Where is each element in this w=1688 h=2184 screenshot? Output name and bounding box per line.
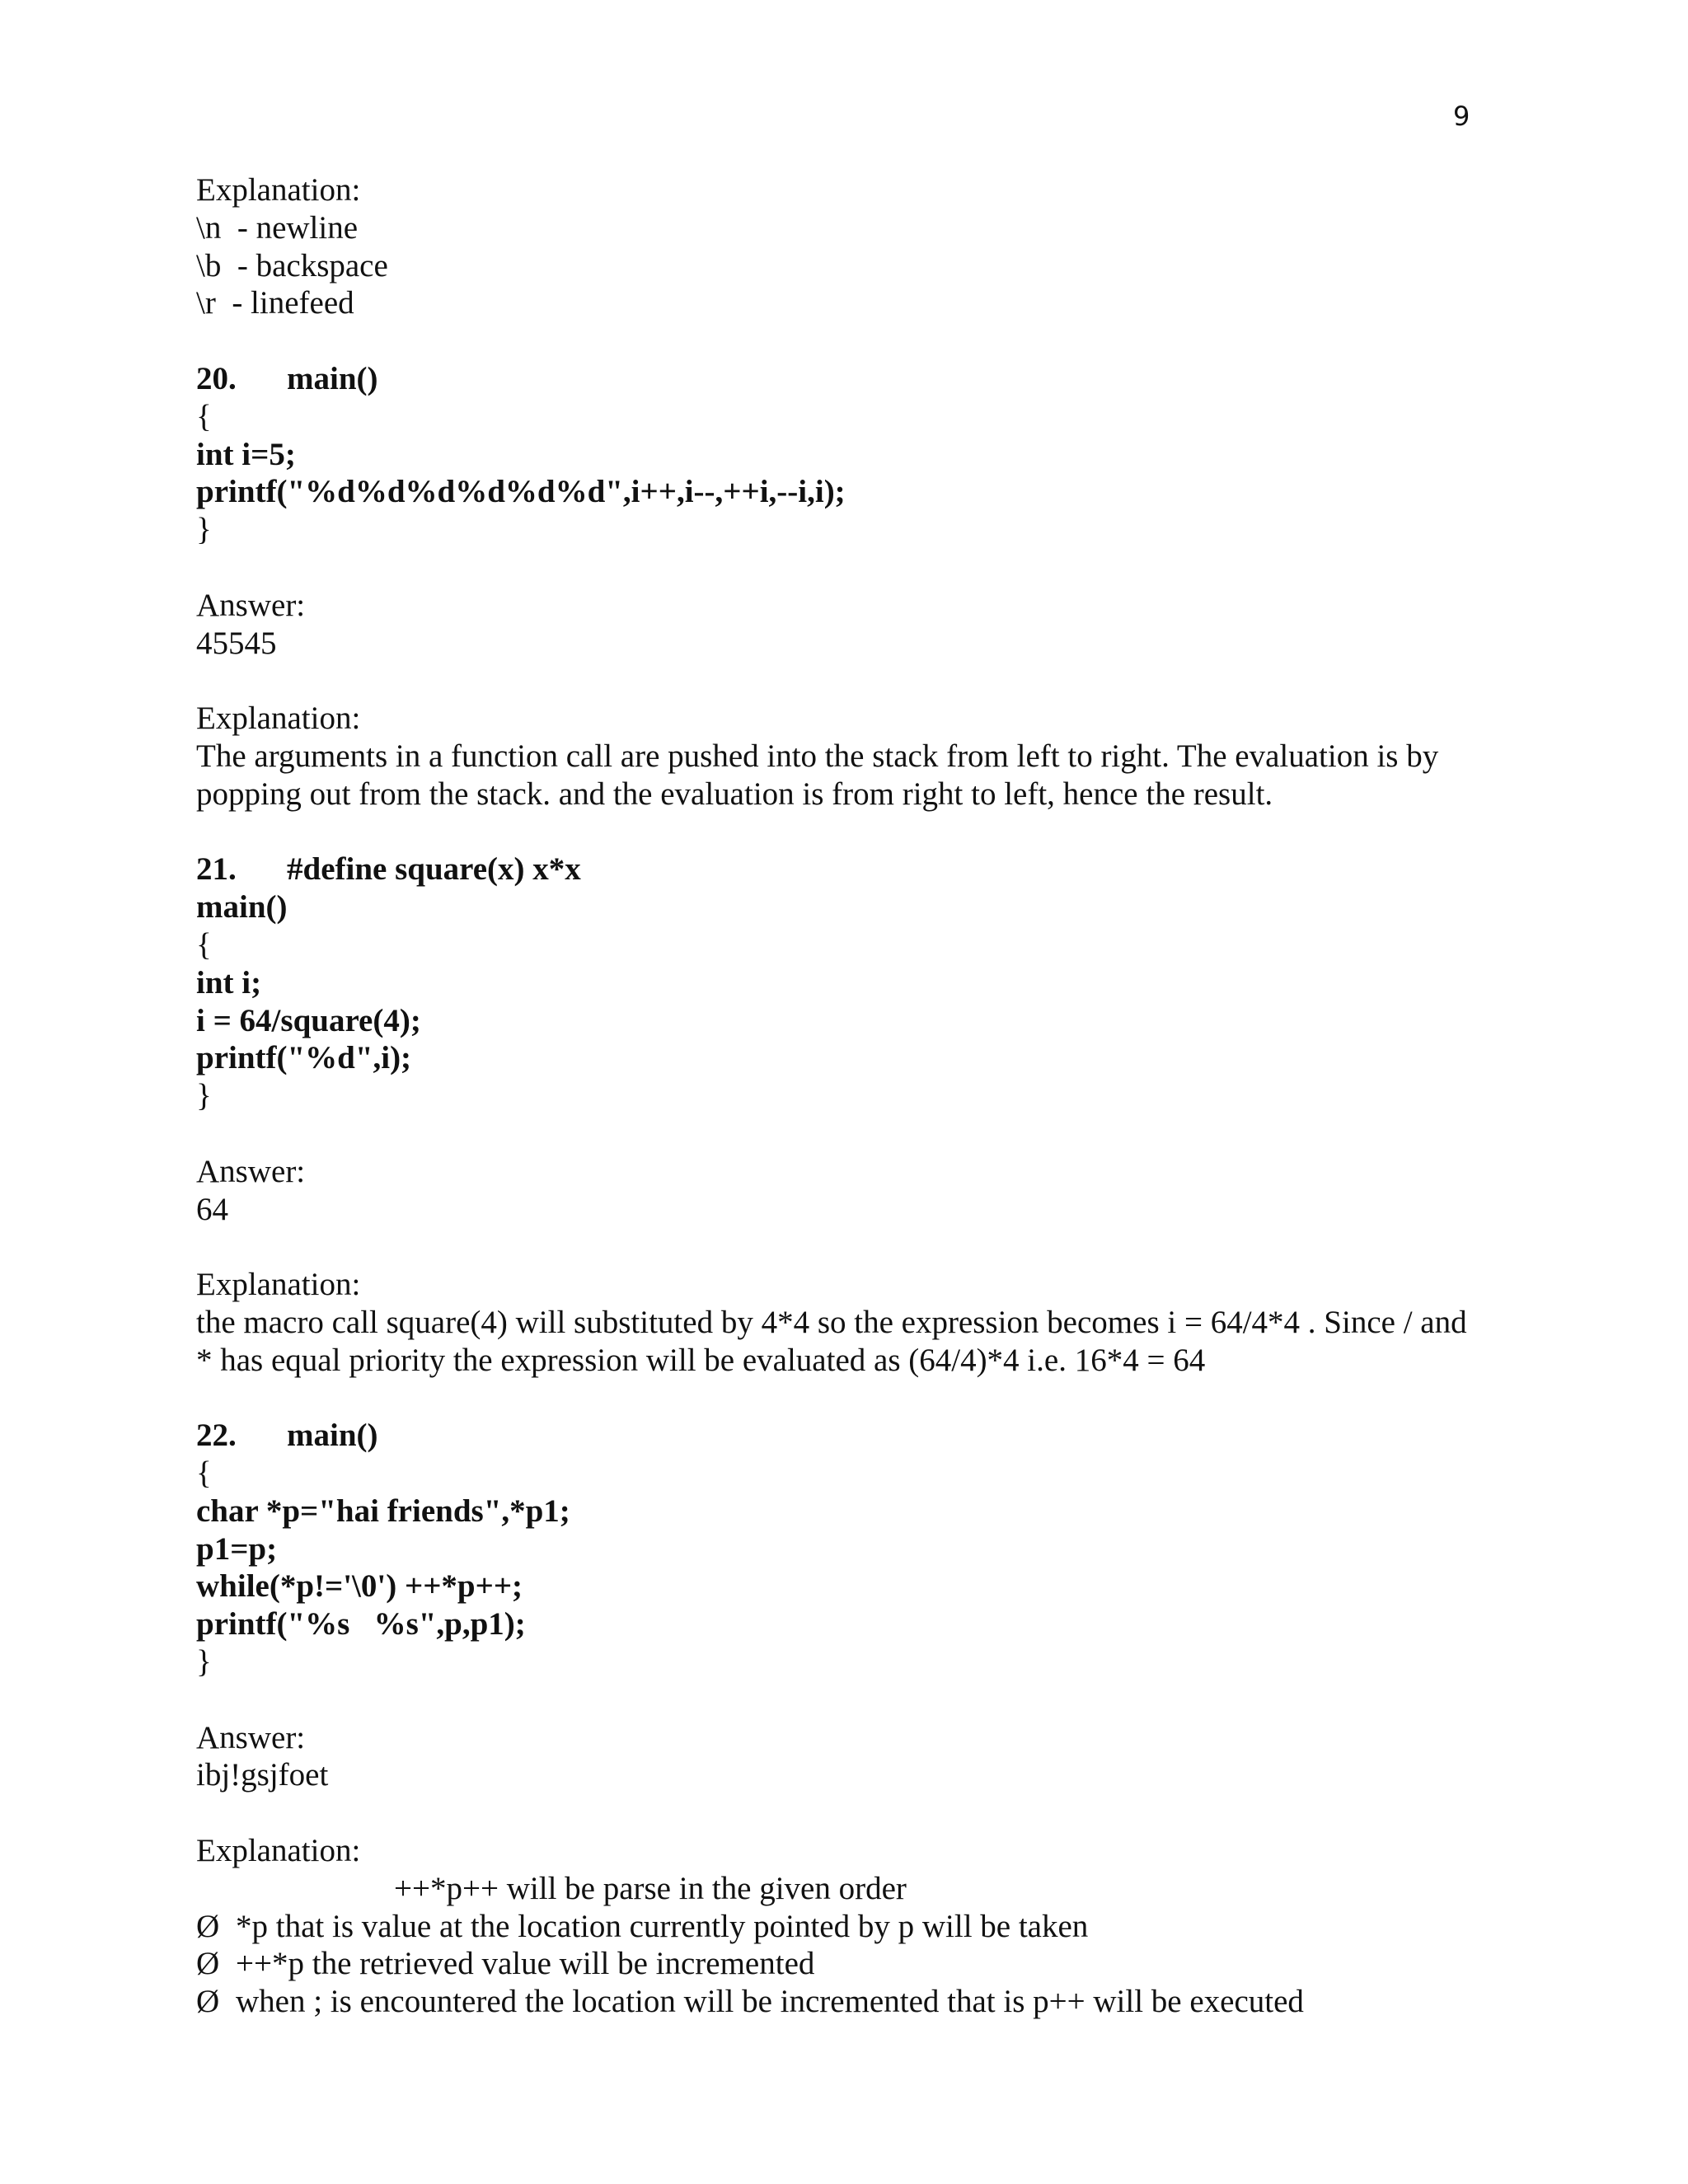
q21-answer: 64 (196, 1191, 228, 1227)
intro-explanation-heading: Explanation: (196, 172, 361, 208)
q22-code-line-6: printf("%s %s",p,p1); (196, 1606, 526, 1643)
q22-code-line-5: while(*p!='\0') ++*p++; (196, 1568, 523, 1605)
q21-explanation: the macro call square(4) will substituted by 4*4 so the expression becomes i = 64/4*4 . Since / and * has equal priority the expression will be evaluated as (64/4)*4 i.e. 16*4 = 64 (196, 1304, 1467, 1378)
bullet-icon: Ø (196, 1908, 220, 1944)
q22-bullet-1-text: *p that is value at the location currently pointed by p will be taken (236, 1908, 1089, 1944)
q21-code-line-1: #define square(x) x*x (287, 851, 581, 888)
q22-answer: ibj!gsjfoet (196, 1757, 329, 1793)
q22-bullet-1 (196, 1908, 1482, 1946)
q21-explanation-label: Explanation: (196, 1267, 361, 1303)
bullet-icon: Ø (196, 1946, 220, 1982)
q22-code-line-3: char *p="hai friends",*p1; (196, 1493, 570, 1529)
q22-header (196, 1417, 1482, 1455)
q20-explanation-label: Explanation: (196, 701, 361, 737)
q22-code-line-2: { (196, 1455, 212, 1492)
q20-code-line-1: main() (287, 360, 378, 396)
q21-code-line-7: } (196, 1078, 212, 1114)
q21-code-line-3: { (196, 926, 212, 963)
q21-answer-label: Answer: (196, 1153, 306, 1189)
q22-bullet-3 (196, 1983, 1482, 2021)
q22-answer-label: Answer: (196, 1719, 306, 1755)
q20-code-line-4: printf("%d%d%d%d%d%d",i++,i--,++i,--i,i); (196, 474, 846, 510)
q22-code-line-4: p1=p; (196, 1530, 278, 1567)
q22-code-line-1: main() (287, 1418, 378, 1454)
q22-number: 22. (196, 1418, 237, 1454)
q21-code-line-6: printf("%d",i); (196, 1040, 412, 1076)
q21-code-line-4: int i; (196, 964, 262, 1001)
q20-code-line-3: int i=5; (196, 436, 296, 472)
q20-code-line-5: } (196, 512, 212, 548)
q20-header (196, 360, 1482, 398)
q22-explanation-label: Explanation: (196, 1833, 361, 1869)
q20-answer-label: Answer: (196, 587, 306, 623)
page-content (196, 171, 1482, 2021)
q20-code-line-2: { (196, 398, 212, 434)
q22-parse-line: ++*p++ will be parse in the given order (394, 1870, 907, 1906)
q22-code-line-7: } (196, 1644, 212, 1680)
q21-header (196, 851, 1482, 888)
q21-code-line-5: i = 64/square(4); (196, 1002, 421, 1038)
escape-backspace: \b - backspace (196, 247, 388, 284)
q20-number: 20. (196, 360, 237, 396)
bullet-icon: Ø (196, 1984, 220, 2020)
q21-code-line-2: main() (196, 889, 288, 926)
q20-answer: 45545 (196, 625, 277, 661)
page-number: 9 (1453, 101, 1470, 132)
q22-bullet-2 (196, 1945, 1482, 1983)
q21-number: 21. (196, 851, 237, 888)
q22-bullet-3-text: when ; is encountered the location will be incremented that is p++ will be executed (236, 1984, 1304, 2020)
escape-newline: \n - newline (196, 209, 359, 246)
q20-explanation: The arguments in a function call are pushed into the stack from left to right. The evaluation is by popping out from the stack. and the evaluation is from right to left, hence the result. (196, 738, 1439, 812)
escape-linefeed: \r - linefeed (196, 285, 354, 321)
q22-bullet-2-text: ++*p the retrieved value will be incremented (236, 1946, 815, 1982)
